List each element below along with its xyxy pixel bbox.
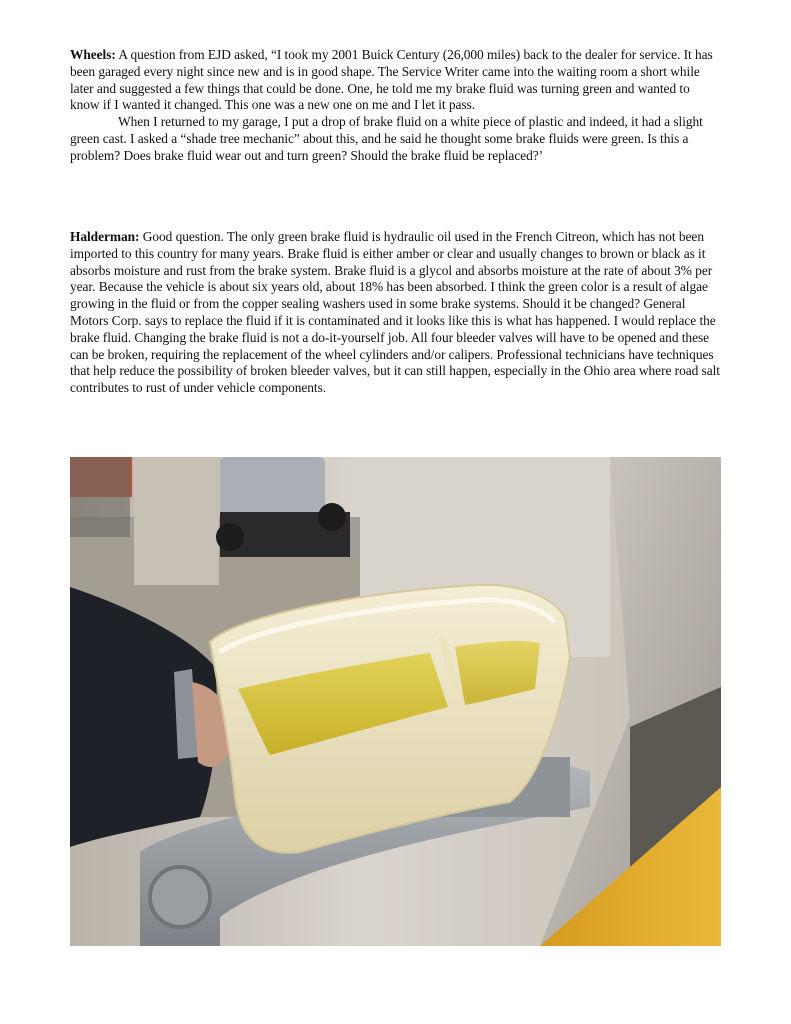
question-section [70, 47, 720, 165]
answer-label: Halderman: [70, 229, 140, 244]
question-paragraph-1 [70, 47, 720, 114]
wheel-right [318, 503, 346, 531]
back-cabinet [134, 457, 219, 585]
grey-container [220, 457, 325, 517]
question-label: Wheels: [70, 47, 116, 62]
cart-body [70, 457, 130, 537]
answer-paragraph [70, 229, 720, 397]
wheel-left [216, 523, 244, 551]
brake-fluid-reservoir-photo [70, 457, 721, 946]
question-paragraph-2: When I returned to my garage, I put a drop of brake fluid on a white piece of plastic and indeed, it had a slight green cast. I asked a “shade tree mechanic” about this, and he said he thought some brake fluids were green. Is this a problem? Does brake fluid wear out and turn green? Should the brake fluid be replaced?’ [70, 114, 703, 163]
answer-section [70, 229, 720, 397]
answer-text: Good question. The only green brake fluid is hydraulic oil used in the French Citreon, which has not been imported to this country for many years. Brake fluid is either amber or clear and usually changes to brown or black as it absorbs moisture and rust from the brake system. Brake fluid is a glycol and absorbs moisture at the rate of about 3% per year. Because the vehicle is about six years old, about 18% has been absorbed. I think the green color is a result of algae growing in the fluid or from the copper sealing washers used in some brake systems. Should it be changed? General Motors Corp. says to replace the fluid if it is contaminated and it looks like this is what has happened. I would replace the brake fluid. Changing the brake fluid is not a do-it-yourself job. All four bleeder valves will have to be opened and these can be broken, requiring the replacement of the wheel cylinders and/or calipers. Professional technicians have techniques that help reduce the possibility of broken bleeder valves, but it can still happen, especially in the Ohio area where road salt contributes to rust of under vehicle components. [70, 229, 720, 396]
cylinder-fitting [150, 867, 210, 927]
question-text-1: A question from EJD asked, “I took my 2001 Buick Century (26,000 miles) back to the dealer for service. It has been garaged every night since new and is in good shape. The Service Writer came into the waiting room a short while later and suggested a few things that could be done. One, he told me my brake fluid was turning green and wanted to know if I wanted it changed. This one was a new one on me and I let it pass. [70, 47, 713, 113]
